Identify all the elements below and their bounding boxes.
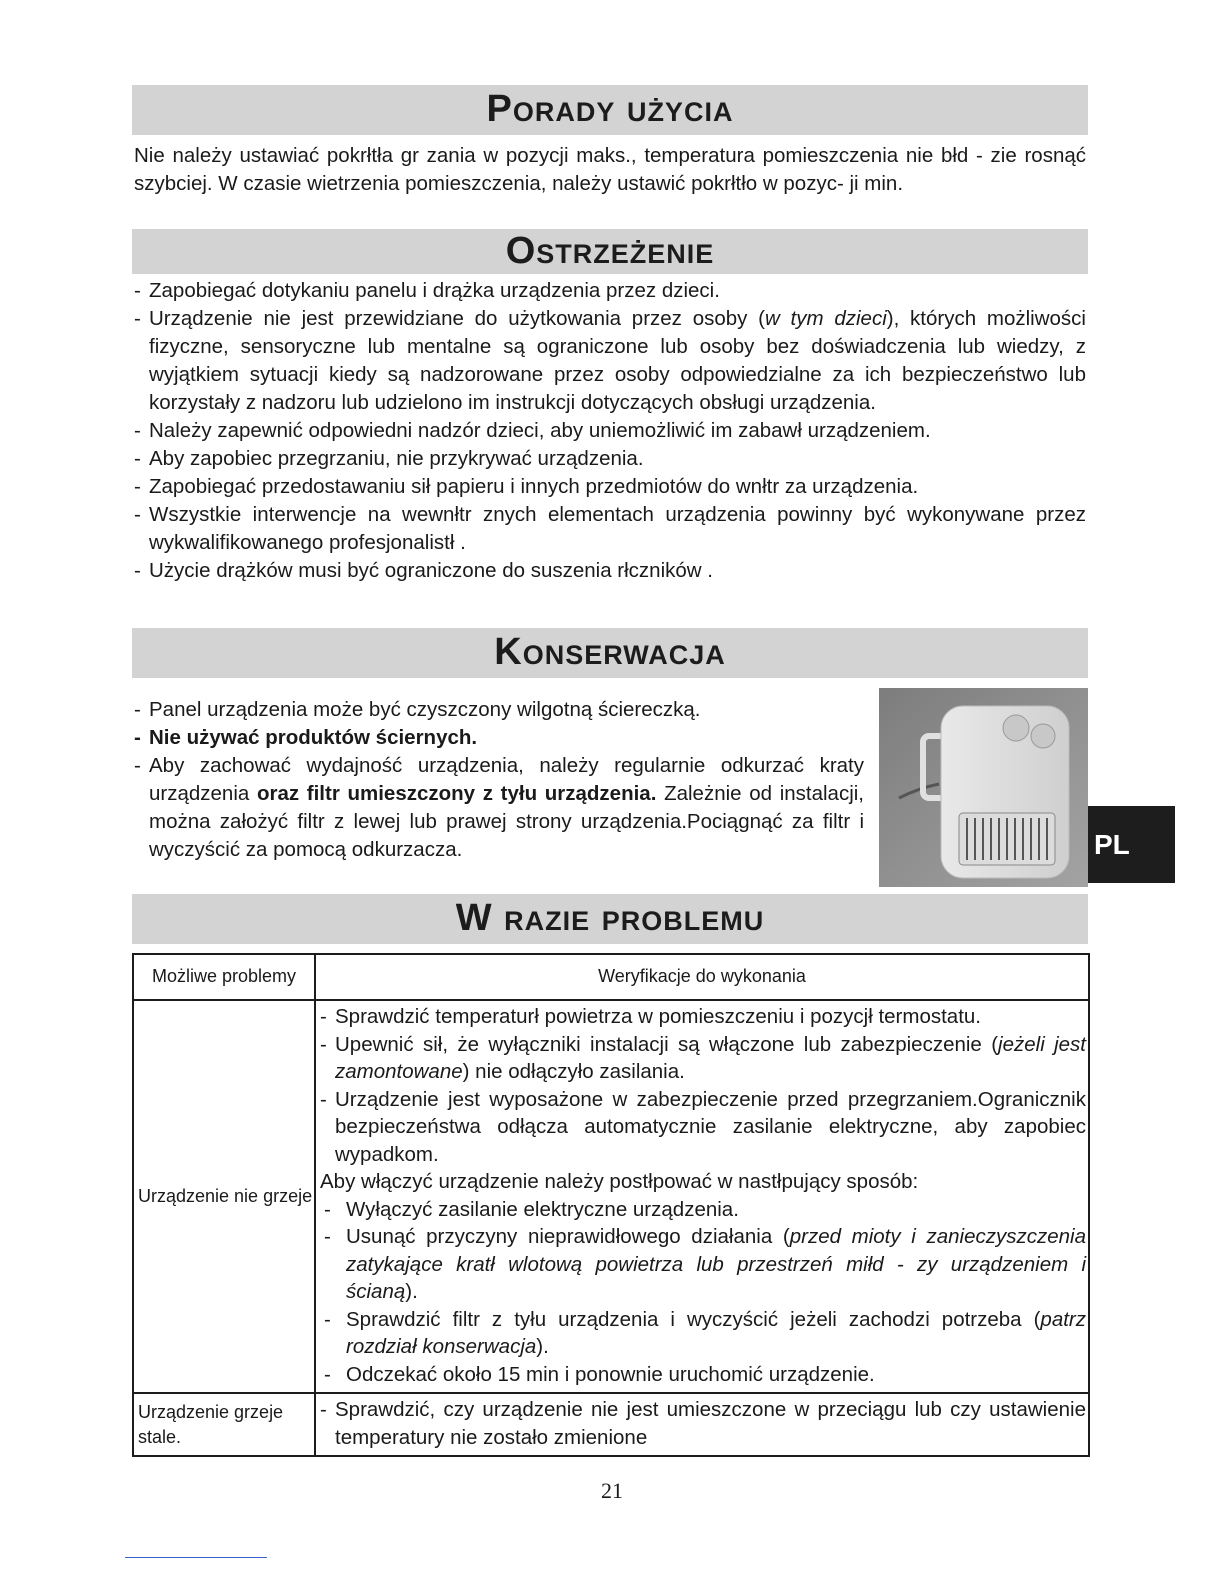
section-title-ostrzezenie: Ostrzeżenie: [132, 229, 1088, 274]
list-item: - Panel urządzenia może być czyszczony wilgotną ściereczką.: [134, 696, 864, 724]
list-item: - Należy zapewnić odpowiedni nadzór dzieci, aby uniemożliwić im zabawł urządzeniem.: [134, 417, 1086, 445]
table-row: [133, 1000, 1089, 1393]
list-item: - Usunąć przyczyny nieprawidłowego działania (przed mioty i zanieczyszczenia zatykające kratł wlotową powietrza lub przestrzeń miłd - zy urządzeniem i ścianą).: [320, 1223, 1086, 1306]
section-title-problem: W razie problemu: [132, 894, 1088, 944]
list-item: - Upewnić sił, że wyłączniki instalacji są włączone lub zabezpieczenie (jeżeli jest zamontowane) nie odłączyło zasilania.: [320, 1031, 1086, 1086]
heater-photo: [879, 688, 1088, 887]
problem-cell: Urządzenie grzeje stale.: [133, 1393, 315, 1456]
verification-cell: [315, 1000, 1089, 1393]
list-item: - Aby zachować wydajność urządzenia, należy regularnie odkurzać kraty urządzenia oraz filtr umieszczony z tyłu urządzenia. Zależnie od instalacji, można założyć filtr z lewej lub prawej strony urządzenia.Pociągnąć za filtr i wyczyścić za pomocą odkurzacza.: [134, 752, 864, 864]
list-item: - Zapobiegać przedostawaniu sił papieru i innych przedmiotów do wnłtr za urządzenia.: [134, 473, 1086, 501]
verification-cell: [315, 1393, 1089, 1456]
divider: [125, 1557, 267, 1558]
list-item: - Urządzenie nie jest przewidziane do użytkowania przez osoby (w tym dzieci), których możliwości fizyczne, sensoryczne lub mentalne są ograniczone lub osoby bez doświadczenia lub wiedzy, z wyjątkiem sytuacji kiedy są nadzorowane przez osoby odpowiedzialne za ich bezpieczeństwo lub korzystały z nadzoru lub udzielono im instrukcji dotyczących obsługi urządzenia.: [134, 305, 1086, 417]
section-title-konserwacja: Konserwacja: [132, 628, 1088, 678]
list-item: - Urządzenie jest wyposażone w zabezpieczenie przed przegrzaniem.Ogranicznik bezpieczeństwa odłącza automatycznie zasilanie elektryczne, aby zapobiec wypadkom.: [320, 1086, 1086, 1169]
list-item: - Zapobiegać dotykaniu panelu i drążka urządzenia przez dzieci.: [134, 277, 1086, 305]
list-item: - Odczekać około 15 min i ponownie uruchomić urządzenie.: [320, 1361, 1086, 1389]
table-row: [133, 1393, 1089, 1456]
konserwacja-list: [134, 696, 864, 864]
list-item: - Sprawdzić, czy urządzenie nie jest umieszczone w przeciągu lub czy ustawienie temperatury nie zostało zmienione: [320, 1396, 1086, 1451]
list-item: - Aby zapobiec przegrzaniu, nie przykrywać urządzenia.: [134, 445, 1086, 473]
porady-text: Nie należy ustawiać pokrłtła gr zania w pozycji maks., temperatura pomieszczenia nie błd - zie rosnąć szybciej. W czasie wietrzenia pomieszczenia, należy ustawić pokrłtło w pozyc- ji min.: [134, 144, 1086, 195]
page-number: 21: [601, 1478, 623, 1503]
list-item: - Wyłączyć zasilanie elektryczne urządzenia.: [320, 1196, 1086, 1224]
list-item: - Nie używać produktów ściernych.: [134, 724, 864, 752]
header-problem: Możliwe problemy: [133, 954, 315, 1000]
header-verification: Weryfikacje do wykonania: [315, 954, 1089, 1000]
language-tab: PL: [1088, 806, 1175, 883]
list-item: - Sprawdzić temperaturł powietrza w pomieszczeniu i pozycjł termostatu.: [320, 1003, 1086, 1031]
section-title-porady: Porady użycia: [132, 85, 1088, 135]
troubleshooting-table: [132, 953, 1090, 1457]
procedure-intro: Aby włączyć urządzenie należy postłpować w nastłpujący sposób:: [320, 1170, 919, 1193]
ostrzezenie-list: [134, 277, 1086, 585]
list-item: - Użycie drążków musi być ograniczone do suszenia rłczników .: [134, 557, 1086, 585]
table-header-row: [133, 954, 1089, 1000]
list-item: - Wszystkie interwencje na wewnłtr znych elementach urządzenia powinny być wykonywane przez wykwalifikowanego profesjonalistł .: [134, 501, 1086, 557]
problem-cell: Urządzenie nie grzeje: [133, 1000, 315, 1393]
list-item: - Sprawdzić filtr z tyłu urządzenia i wyczyścić jeżeli zachodzi potrzeba (patrz rozdział konserwacja).: [320, 1306, 1086, 1361]
